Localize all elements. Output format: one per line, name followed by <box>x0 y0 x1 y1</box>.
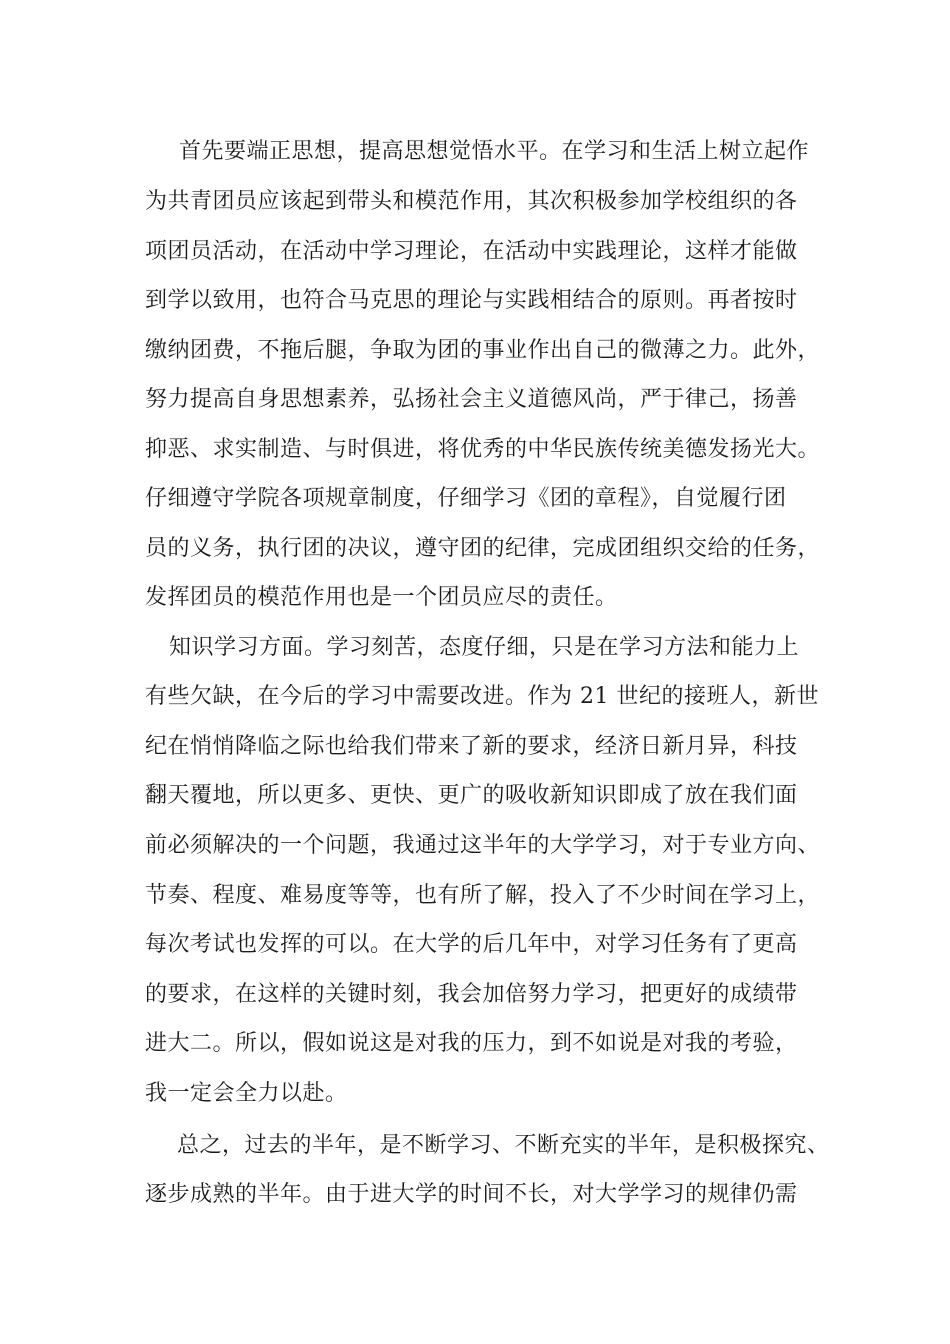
paragraph-line: 总之，过去的半年，是不断学习、不断充实的半年，是积极探究、 <box>177 1133 830 1158</box>
paragraph-line: 发挥团员的模范作用也是一个团员应尽的责任。 <box>145 585 618 610</box>
paragraph-line: 逐步成熟的半年。由于进大学的时间不长，对大学学习的规律仍需 <box>145 1182 798 1207</box>
paragraph-line: 翻天覆地，所以更多、更快、更广的吸收新知识即成了放在我们面 <box>145 783 798 808</box>
paragraph-line: 项团员活动，在活动中学习理论，在活动中实践理论，这样才能做 <box>145 239 798 264</box>
paragraph-line: 节奏、程度、难易度等等，也有所了解，投入了不少时间在学习上， <box>145 883 821 908</box>
paragraph-line: 每次考试也发挥的可以。在大学的后几年中，对学习任务有了更高 <box>145 932 798 957</box>
paragraph-line: 我一定会全力以赴。 <box>145 1081 348 1106</box>
paragraph-line: 知识学习方面。学习刻苦，态度仔细，只是在学习方法和能力上 <box>169 635 800 660</box>
paragraph-line: 前必须解决的一个问题，我通过这半年的大学学习，对于专业方向、 <box>145 833 821 858</box>
paragraph-line: 抑恶、求实制造、与时俱进，将优秀的中华民族传统美德发扬光大。 <box>145 437 821 462</box>
paragraph-line: 进大二。所以，假如说这是对我的压力，到不如说是对我的考验， <box>145 1031 798 1056</box>
paragraph-line: 有些欠缺，在今后的学习中需要改进。作为 21 世纪的接班人，新世 <box>145 684 819 709</box>
paragraph-line: 到学以致用，也符合马克思的理论与实践相结合的原则。再者按时 <box>145 288 798 313</box>
paragraph-line: 仔细遵守学院各项规章制度，仔细学习《团的章程》，自觉履行团 <box>145 486 787 511</box>
paragraph-line: 的要求，在这样的关键时刻，我会加倍努力学习，把更好的成绩带 <box>145 982 798 1007</box>
paragraph-line: 缴纳团费，不拖后腿，争取为团的事业作出自己的微薄之力。此外， <box>145 338 821 363</box>
paragraph-line: 努力提高自身思想素养，弘扬社会主义道德风尚，严于律己，扬善 <box>145 387 798 412</box>
paragraph-line: 为共青团员应该起到带头和模范作用，其次积极参加学校组织的各 <box>145 189 798 214</box>
paragraph-line: 纪在悄悄降临之际也给我们带来了新的要求，经济日新月异，科技 <box>145 734 798 759</box>
paragraph-line: 员的义务，执行团的决议，遵守团的纪律，完成团组织交给的任务， <box>145 536 821 561</box>
paragraph-line: 首先要端正思想，提高思想觉悟水平。在学习和生活上树立起作 <box>179 139 810 164</box>
